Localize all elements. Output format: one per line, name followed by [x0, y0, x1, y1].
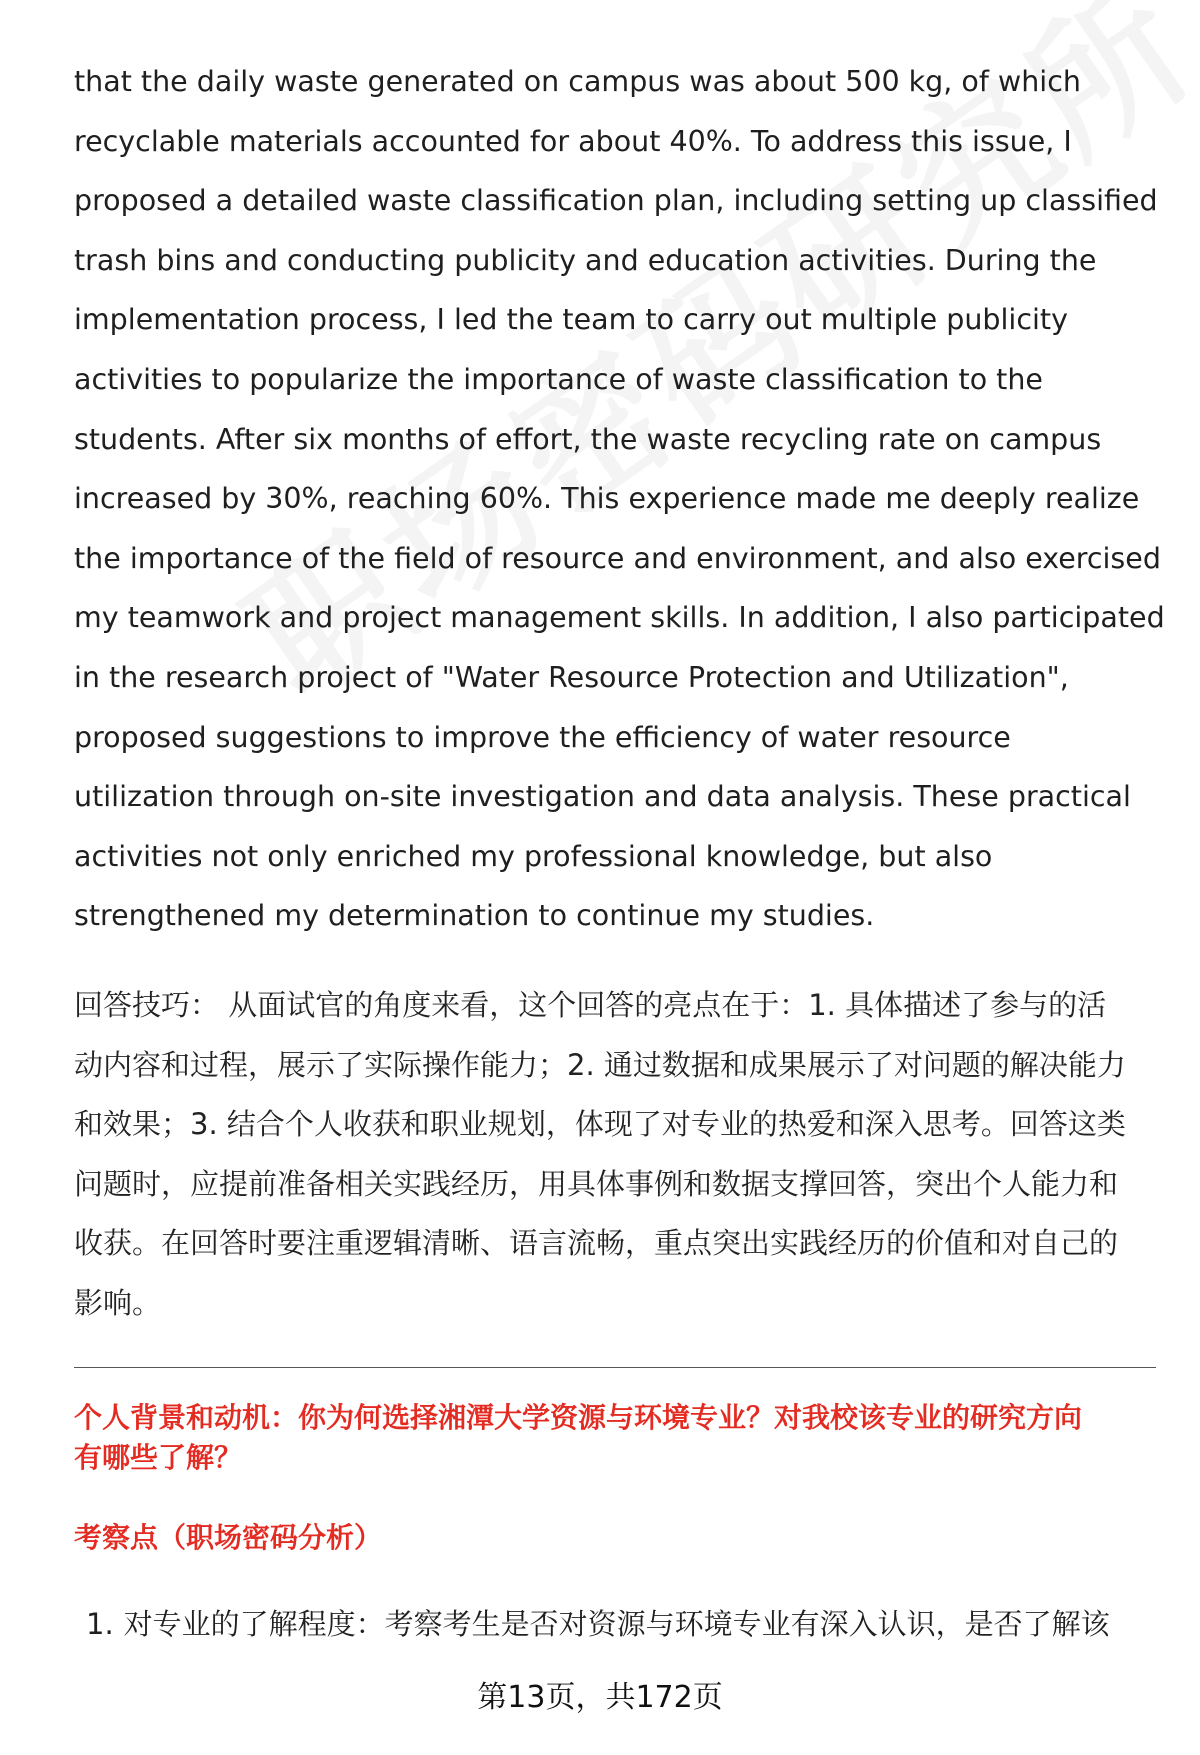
- answer-paragraph: [74, 52, 1164, 946]
- question-heading: [74, 1398, 1164, 1478]
- list-item: [86, 1604, 1164, 1644]
- answer-line: strengthened my determination to continue my studies.: [74, 899, 875, 933]
- answer-line: students. After six months of effort, the waste recycling rate on campus: [74, 422, 1102, 456]
- tips-line: 问题时，应提前准备相关实践经历，用具体事例和数据支撑回答，突出个人能力和: [74, 1166, 1119, 1201]
- answer-line: recyclable materials accounted for about 40%. To address this issue, I: [74, 124, 1072, 158]
- answer-line: utilization through on-site investigation and data analysis. These practical: [74, 780, 1131, 814]
- answer-line: trash bins and conducting publicity and education activities. During the: [74, 243, 1097, 277]
- tips-line: 回答技巧： 从面试官的角度来看，这个回答的亮点在于：1. 具体描述了参与的活: [74, 987, 1107, 1022]
- page-content: [74, 52, 1164, 1644]
- answer-line: implementation process, I led the team to carry out multiple publicity: [74, 303, 1068, 337]
- answer-line: increased by 30%, reaching 60%. This experience made me deeply realize: [74, 482, 1140, 516]
- answer-line: my teamwork and project management skills. In addition, I also participated: [74, 601, 1165, 635]
- question-line: 有哪些了解？: [74, 1441, 243, 1475]
- section-divider: [74, 1367, 1156, 1368]
- page-number-footer: 第13页，共172页: [477, 1680, 723, 1715]
- answer-line: activities not only enriched my professional knowledge, but also: [74, 839, 993, 873]
- list-item-text: 对专业的了解程度：考察考生是否对资源与环境专业有深入认识，是否了解该: [123, 1607, 1110, 1642]
- question-line: 个人背景和动机：你为何选择湘潭大学资源与环境专业？对我校该专业的研究方向: [74, 1401, 1083, 1435]
- answer-line: proposed suggestions to improve the efficiency of water resource: [74, 720, 1011, 754]
- tips-line: 和效果；3. 结合个人收获和职业规划，体现了对专业的热爱和深入思考。回答这类: [74, 1107, 1126, 1142]
- answer-line: in the research project of "Water Resource Protection and Utilization",: [74, 660, 1069, 694]
- list-item-number: 1.: [86, 1607, 114, 1642]
- assessment-points-heading: 考察点（职场密码分析）: [74, 1521, 383, 1555]
- answer-line: activities to popularize the importance of waste classification to the: [74, 362, 1043, 396]
- tips-line: 收获。在回答时要注重逻辑清晰、语言流畅，重点突出实践经历的价值和对自己的: [74, 1226, 1119, 1261]
- answer-line: that the daily waste generated on campus was about 500 kg, of which: [74, 65, 1081, 98]
- tips-line: 动内容和过程，展示了实际操作能力；2. 通过数据和成果展示了对问题的解决能力: [74, 1047, 1126, 1082]
- answer-line: proposed a detailed waste classification plan, including setting up classified: [74, 184, 1158, 218]
- answer-line: the importance of the field of resource and environment, and also exercised: [74, 541, 1161, 575]
- tips-line: 影响。: [74, 1285, 162, 1320]
- answer-tips-paragraph: [74, 976, 1164, 1334]
